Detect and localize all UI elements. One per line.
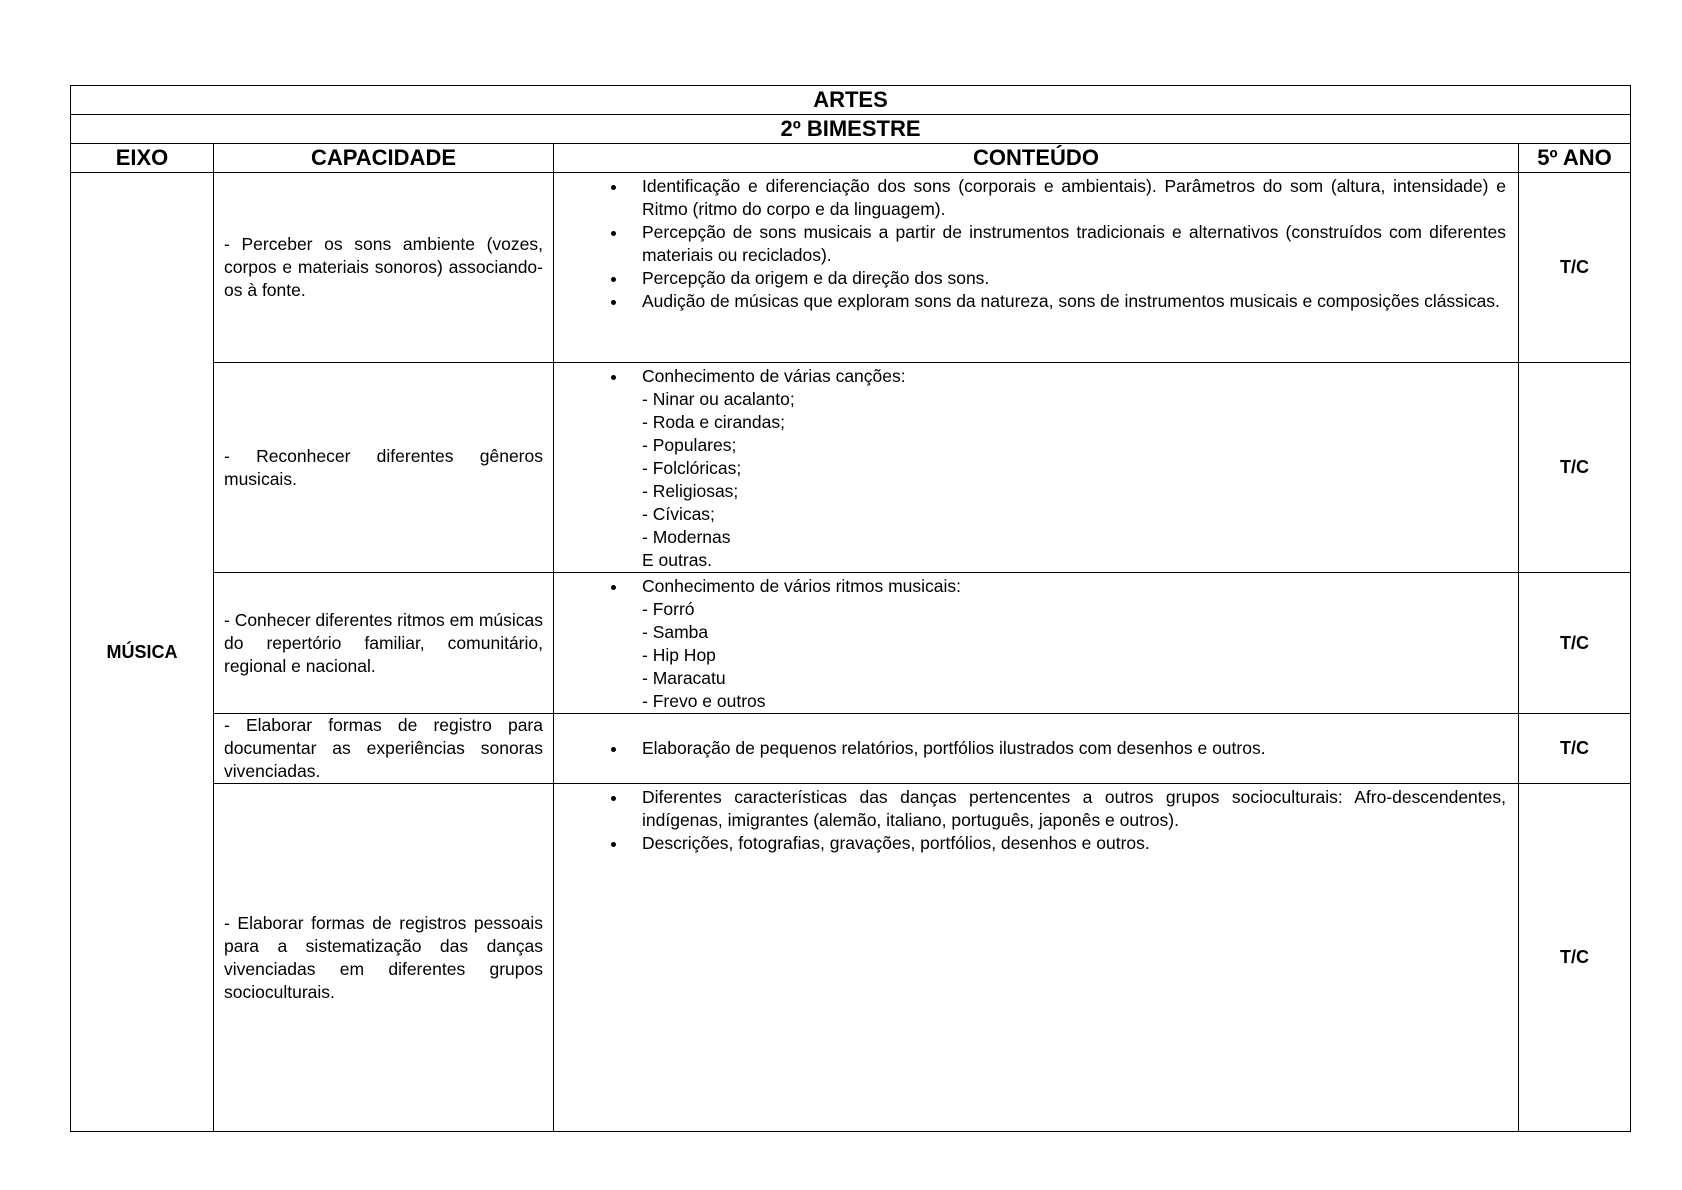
content-bullet: • Descrições, fotografias, gravações, portfólios, desenhos e outros. — [628, 832, 1506, 855]
content-item: - Forró — [642, 599, 695, 619]
ano-cell: T/C — [1519, 173, 1631, 363]
content-item: - Roda e cirandas; — [642, 412, 785, 432]
content-item: - Maracatu — [642, 668, 726, 688]
content-bullet: • Diferentes características das danças pertencentes a outros grupos socioculturais: Afro-descendentes, indígenas, imigrantes (alemão, italiano, português, japonês e outros). — [628, 786, 1506, 832]
header-capacidade: CAPACIDADE — [214, 144, 554, 173]
capacidade-cell: - Elaborar formas de registros pessoais para a sistematização das danças vivenciadas em diferentes grupos socioculturais. — [214, 784, 554, 1132]
content-bullet: • Elaboração de pequenos relatórios, portfólios ilustrados com desenhos e outros. — [628, 737, 1508, 760]
content-bullet: • Conhecimento de vários ritmos musicais: — [628, 575, 1506, 598]
capacidade-cell: - Reconhecer diferentes gêneros musicais. — [214, 363, 554, 573]
content-bullet: • Percepção de sons musicais a partir de instrumentos tradicionais e alternativos (construídos com diferentes materiais ou reciclados). — [628, 221, 1506, 267]
ano-cell: T/C — [1519, 784, 1631, 1132]
content-bullet: • Percepção da origem e da direção dos sons. — [628, 267, 1506, 290]
capacidade-cell: - Elaborar formas de registro para documentar as experiências sonoras vivenciadas. — [214, 714, 554, 784]
ano-cell: T/C — [1519, 363, 1631, 573]
conteudo-cell — [554, 363, 1519, 573]
table-row — [71, 784, 1631, 1132]
content-item: - Frevo e outros — [642, 691, 766, 711]
table-row — [71, 714, 1631, 784]
table-subtitle: 2º BIMESTRE — [71, 115, 1631, 144]
conteudo-cell — [554, 714, 1519, 784]
capacidade-cell: - Perceber os sons ambiente (vozes, corpos e materiais sonoros) associando-os à fonte. — [214, 173, 554, 363]
content-item: - Folclóricas; — [642, 458, 742, 478]
content-bullet: • Audição de músicas que exploram sons da natureza, sons de instrumentos musicais e composições clássicas. — [628, 290, 1506, 313]
table-row — [71, 173, 1631, 363]
content-bullet: • Conhecimento de várias canções: — [628, 365, 1506, 388]
ano-cell: T/C — [1519, 714, 1631, 784]
table-row — [71, 363, 1631, 573]
eixo-cell: MÚSICA — [71, 173, 214, 1132]
conteudo-cell — [554, 173, 1519, 363]
content-item: - Religiosas; — [642, 481, 739, 501]
table-title: ARTES — [71, 86, 1631, 115]
content-item: - Hip Hop — [642, 645, 716, 665]
curriculum-table — [70, 85, 1631, 1132]
header-conteudo: CONTEÚDO — [554, 144, 1519, 173]
conteudo-cell — [554, 784, 1519, 1132]
content-item: - Modernas — [642, 527, 731, 547]
content-item: - Cívicas; — [642, 504, 715, 524]
conteudo-cell — [554, 573, 1519, 714]
header-ano: 5º ANO — [1519, 144, 1631, 173]
content-item: - Samba — [642, 622, 709, 642]
capacidade-cell: - Conhecer diferentes ritmos em músicas do repertório familiar, comunitário, regional e nacional. — [214, 573, 554, 714]
content-item: - Ninar ou acalanto; — [642, 389, 795, 409]
table-row — [71, 573, 1631, 714]
content-item: - Populares; — [642, 435, 737, 455]
content-bullet: • Identificação e diferenciação dos sons (corporais e ambientais). Parâmetros do som (altura, intensidade) e Ritmo (ritmo do corpo e da linguagem). — [628, 175, 1506, 221]
header-eixo: EIXO — [71, 144, 214, 173]
ano-cell: T/C — [1519, 573, 1631, 714]
content-item: E outras. — [642, 550, 713, 570]
